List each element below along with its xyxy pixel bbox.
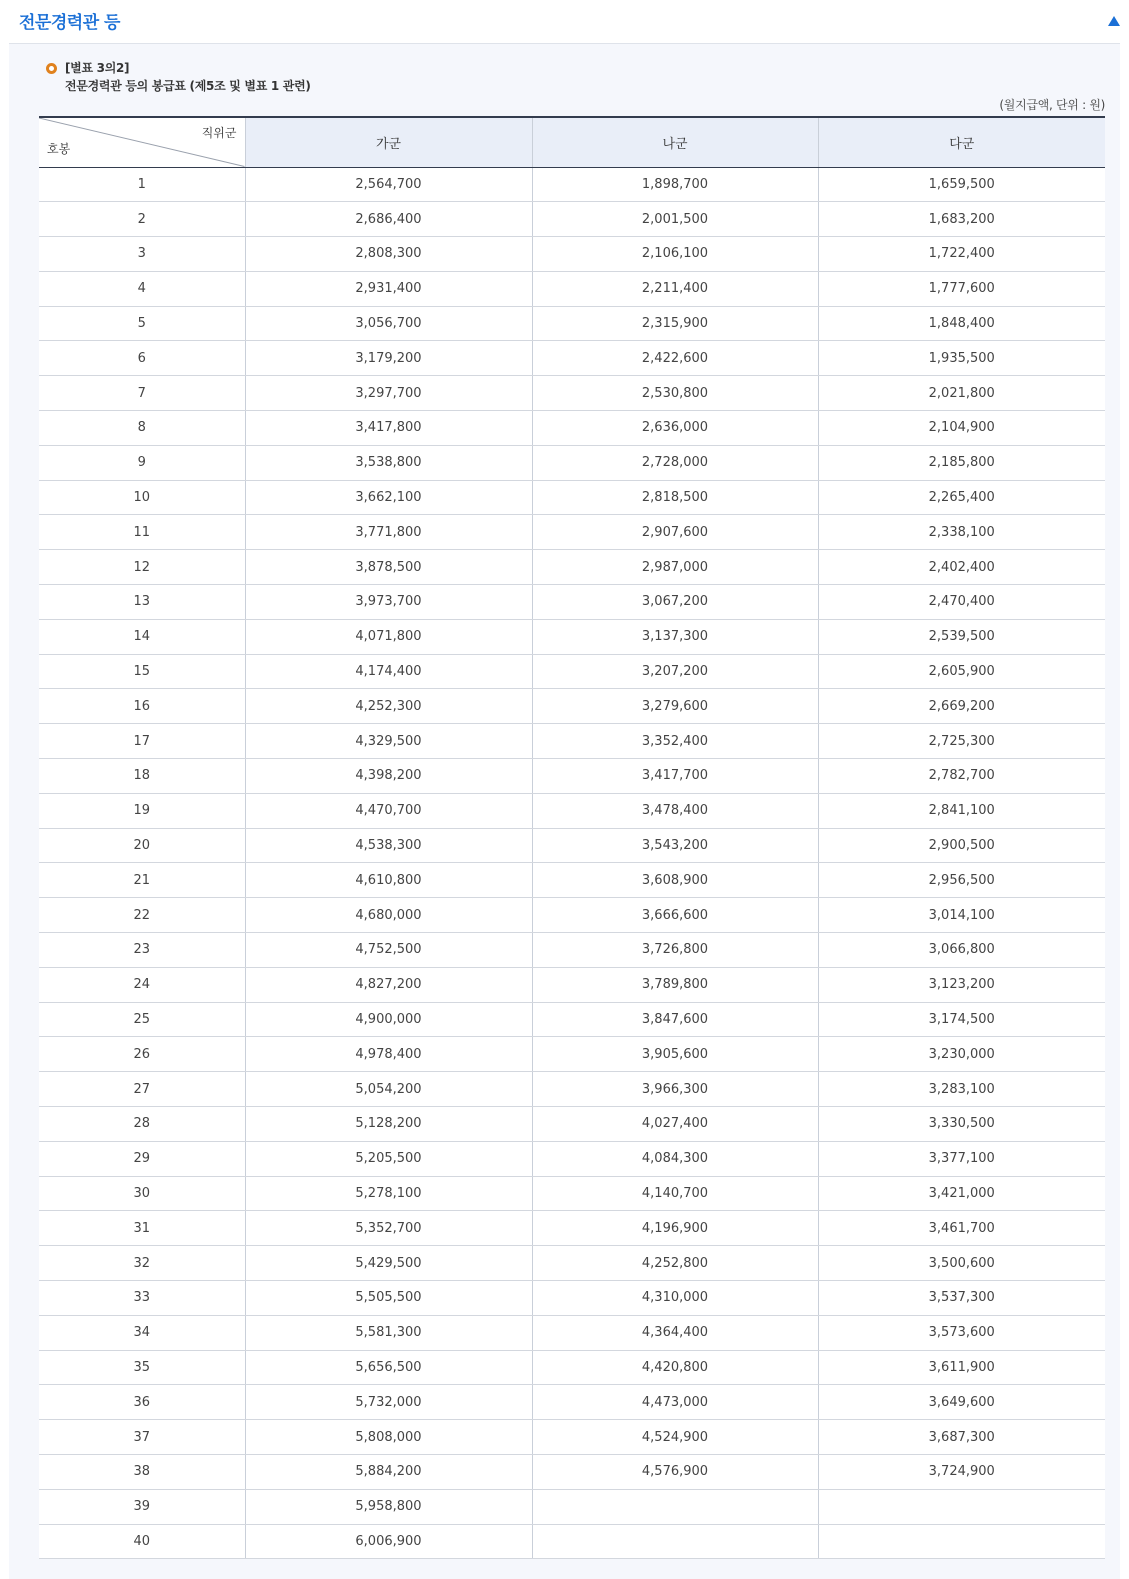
table-row bbox=[39, 967, 1105, 1002]
table-row bbox=[39, 480, 1105, 515]
salary-cell: 4,140,700 bbox=[532, 1176, 818, 1211]
salary-cell: 3,297,700 bbox=[245, 376, 532, 411]
salary-cell: 4,196,900 bbox=[532, 1211, 818, 1246]
salary-cell: 5,054,200 bbox=[245, 1072, 532, 1107]
table-row bbox=[39, 1315, 1105, 1350]
step-cell: 28 bbox=[39, 1107, 245, 1142]
salary-cell: 2,782,700 bbox=[818, 759, 1105, 794]
step-cell: 20 bbox=[39, 828, 245, 863]
salary-cell: 2,636,000 bbox=[532, 411, 818, 446]
salary-cell: 3,724,900 bbox=[818, 1454, 1105, 1489]
salary-cell: 3,905,600 bbox=[532, 1037, 818, 1072]
table-row bbox=[39, 689, 1105, 724]
salary-cell: 3,662,100 bbox=[245, 480, 532, 515]
table-row bbox=[39, 1454, 1105, 1489]
salary-cell: 2,808,300 bbox=[245, 237, 532, 272]
salary-cell: 3,352,400 bbox=[532, 724, 818, 759]
salary-cell: 2,470,400 bbox=[818, 585, 1105, 620]
salary-cell: 3,847,600 bbox=[532, 1002, 818, 1037]
salary-cell: 2,530,800 bbox=[532, 376, 818, 411]
step-cell: 5 bbox=[39, 306, 245, 341]
salary-cell: 4,470,700 bbox=[245, 793, 532, 828]
salary-cell: 3,377,100 bbox=[818, 1141, 1105, 1176]
step-cell: 32 bbox=[39, 1246, 245, 1281]
table-row bbox=[39, 341, 1105, 376]
salary-cell: 3,014,100 bbox=[818, 898, 1105, 933]
salary-cell: 6,006,900 bbox=[245, 1524, 532, 1559]
salary-cell: 2,686,400 bbox=[245, 202, 532, 237]
salary-cell: 3,573,600 bbox=[818, 1315, 1105, 1350]
salary-cell: 3,789,800 bbox=[532, 967, 818, 1002]
salary-cell: 5,505,500 bbox=[245, 1281, 532, 1316]
corner-bottom-label: 호봉 bbox=[47, 141, 71, 156]
salary-cell: 4,827,200 bbox=[245, 967, 532, 1002]
salary-cell: 5,581,300 bbox=[245, 1315, 532, 1350]
salary-cell: 2,605,900 bbox=[818, 654, 1105, 689]
salary-cell: 4,027,400 bbox=[532, 1107, 818, 1142]
salary-cell: 4,252,800 bbox=[532, 1246, 818, 1281]
table-row bbox=[39, 271, 1105, 306]
step-cell: 9 bbox=[39, 445, 245, 480]
step-cell: 14 bbox=[39, 619, 245, 654]
table-row bbox=[39, 759, 1105, 794]
salary-cell: 2,669,200 bbox=[818, 689, 1105, 724]
step-cell: 8 bbox=[39, 411, 245, 446]
section-title[interactable]: 전문경력관 등 bbox=[19, 13, 120, 33]
salary-cell: 3,478,400 bbox=[532, 793, 818, 828]
salary-cell: 1,898,700 bbox=[532, 167, 818, 202]
salary-cell: 2,211,400 bbox=[532, 271, 818, 306]
column-header: 가군 bbox=[245, 117, 532, 167]
salary-cell: 2,106,100 bbox=[532, 237, 818, 272]
step-cell: 21 bbox=[39, 863, 245, 898]
salary-cell: 5,884,200 bbox=[245, 1454, 532, 1489]
table-row bbox=[39, 1489, 1105, 1524]
salary-cell: 4,252,300 bbox=[245, 689, 532, 724]
step-cell: 12 bbox=[39, 550, 245, 585]
table-row bbox=[39, 828, 1105, 863]
salary-section bbox=[9, 0, 1120, 1579]
salary-cell: 3,421,000 bbox=[818, 1176, 1105, 1211]
table-row bbox=[39, 1246, 1105, 1281]
salary-cell: 2,001,500 bbox=[532, 202, 818, 237]
corner-header-cell bbox=[39, 117, 245, 167]
salary-cell: 3,543,200 bbox=[532, 828, 818, 863]
table-row bbox=[39, 1420, 1105, 1455]
salary-cell: 4,473,000 bbox=[532, 1385, 818, 1420]
salary-cell: 4,084,300 bbox=[532, 1141, 818, 1176]
salary-cell: 3,771,800 bbox=[245, 515, 532, 550]
column-header: 다군 bbox=[818, 117, 1105, 167]
salary-cell: 5,352,700 bbox=[245, 1211, 532, 1246]
salary-cell: 2,422,600 bbox=[532, 341, 818, 376]
table-row bbox=[39, 898, 1105, 933]
salary-cell: 3,608,900 bbox=[532, 863, 818, 898]
salary-cell: 5,656,500 bbox=[245, 1350, 532, 1385]
salary-cell: 4,398,200 bbox=[245, 759, 532, 794]
salary-cell: 4,978,400 bbox=[245, 1037, 532, 1072]
salary-cell: 3,179,200 bbox=[245, 341, 532, 376]
salary-cell: 4,752,500 bbox=[245, 933, 532, 968]
step-cell: 3 bbox=[39, 237, 245, 272]
salary-cell: 4,364,400 bbox=[532, 1315, 818, 1350]
salary-cell: 3,123,200 bbox=[818, 967, 1105, 1002]
step-cell: 25 bbox=[39, 1002, 245, 1037]
step-cell: 26 bbox=[39, 1037, 245, 1072]
salary-table bbox=[39, 116, 1105, 1559]
step-cell: 6 bbox=[39, 341, 245, 376]
step-cell: 22 bbox=[39, 898, 245, 933]
table-row bbox=[39, 445, 1105, 480]
salary-cell: 3,537,300 bbox=[818, 1281, 1105, 1316]
salary-cell: 4,310,000 bbox=[532, 1281, 818, 1316]
salary-cell: 3,649,600 bbox=[818, 1385, 1105, 1420]
table-row bbox=[39, 933, 1105, 968]
salary-cell: 2,564,700 bbox=[245, 167, 532, 202]
section-header[interactable] bbox=[9, 0, 1120, 44]
table-row bbox=[39, 585, 1105, 620]
table-row bbox=[39, 1281, 1105, 1316]
step-cell: 40 bbox=[39, 1524, 245, 1559]
step-cell: 34 bbox=[39, 1315, 245, 1350]
salary-cell: 5,205,500 bbox=[245, 1141, 532, 1176]
salary-cell: 3,330,500 bbox=[818, 1107, 1105, 1142]
salary-cell: 3,973,700 bbox=[245, 585, 532, 620]
salary-cell: 2,021,800 bbox=[818, 376, 1105, 411]
table-row bbox=[39, 411, 1105, 446]
salary-cell: 2,265,400 bbox=[818, 480, 1105, 515]
table-row bbox=[39, 793, 1105, 828]
step-cell: 27 bbox=[39, 1072, 245, 1107]
step-cell: 7 bbox=[39, 376, 245, 411]
table-row bbox=[39, 1037, 1105, 1072]
salary-cell: 3,461,700 bbox=[818, 1211, 1105, 1246]
table-row bbox=[39, 1211, 1105, 1246]
salary-cell: 3,417,700 bbox=[532, 759, 818, 794]
table-row bbox=[39, 724, 1105, 759]
table-row bbox=[39, 1141, 1105, 1176]
unit-note: (월지급액, 단위 : 원) bbox=[999, 98, 1105, 112]
salary-cell: 4,071,800 bbox=[245, 619, 532, 654]
step-cell: 24 bbox=[39, 967, 245, 1002]
salary-cell: 1,683,200 bbox=[818, 202, 1105, 237]
salary-cell: 3,726,800 bbox=[532, 933, 818, 968]
table-row bbox=[39, 376, 1105, 411]
salary-cell: 4,680,000 bbox=[245, 898, 532, 933]
step-cell: 39 bbox=[39, 1489, 245, 1524]
step-cell: 33 bbox=[39, 1281, 245, 1316]
step-cell: 15 bbox=[39, 654, 245, 689]
caret-up-icon[interactable] bbox=[1108, 16, 1120, 26]
salary-cell: 5,128,200 bbox=[245, 1107, 532, 1142]
salary-cell bbox=[532, 1489, 818, 1524]
salary-cell: 2,338,100 bbox=[818, 515, 1105, 550]
salary-cell: 1,659,500 bbox=[818, 167, 1105, 202]
table-row bbox=[39, 863, 1105, 898]
annex-header bbox=[39, 58, 1105, 76]
step-cell: 1 bbox=[39, 167, 245, 202]
table-row bbox=[39, 1072, 1105, 1107]
salary-cell: 3,538,800 bbox=[245, 445, 532, 480]
salary-cell: 2,900,500 bbox=[818, 828, 1105, 863]
step-cell: 4 bbox=[39, 271, 245, 306]
salary-cell: 2,725,300 bbox=[818, 724, 1105, 759]
step-cell: 2 bbox=[39, 202, 245, 237]
table-row bbox=[39, 1107, 1105, 1142]
annex-label: [별표 3의2] bbox=[65, 61, 130, 75]
step-cell: 16 bbox=[39, 689, 245, 724]
step-cell: 29 bbox=[39, 1141, 245, 1176]
table-row bbox=[39, 202, 1105, 237]
table-row bbox=[39, 306, 1105, 341]
salary-cell: 3,207,200 bbox=[532, 654, 818, 689]
circle-bullet-icon bbox=[46, 63, 57, 74]
salary-cell: 2,104,900 bbox=[818, 411, 1105, 446]
salary-cell: 2,907,600 bbox=[532, 515, 818, 550]
salary-cell: 5,958,800 bbox=[245, 1489, 532, 1524]
step-cell: 35 bbox=[39, 1350, 245, 1385]
salary-cell: 4,174,400 bbox=[245, 654, 532, 689]
table-body bbox=[39, 167, 1105, 1559]
salary-cell: 3,067,200 bbox=[532, 585, 818, 620]
table-row bbox=[39, 1350, 1105, 1385]
table-row bbox=[39, 237, 1105, 272]
step-cell: 38 bbox=[39, 1454, 245, 1489]
salary-cell: 2,956,500 bbox=[818, 863, 1105, 898]
salary-cell: 3,611,900 bbox=[818, 1350, 1105, 1385]
salary-cell: 4,900,000 bbox=[245, 1002, 532, 1037]
table-row bbox=[39, 619, 1105, 654]
step-cell: 17 bbox=[39, 724, 245, 759]
table-row bbox=[39, 550, 1105, 585]
salary-cell: 3,500,600 bbox=[818, 1246, 1105, 1281]
step-cell: 18 bbox=[39, 759, 245, 794]
section-content bbox=[39, 58, 1105, 1549]
salary-cell bbox=[532, 1524, 818, 1559]
salary-cell: 1,848,400 bbox=[818, 306, 1105, 341]
salary-cell: 3,056,700 bbox=[245, 306, 532, 341]
salary-cell: 3,174,500 bbox=[818, 1002, 1105, 1037]
salary-cell: 5,808,000 bbox=[245, 1420, 532, 1455]
table-row bbox=[39, 515, 1105, 550]
salary-cell: 3,687,300 bbox=[818, 1420, 1105, 1455]
salary-cell: 3,230,000 bbox=[818, 1037, 1105, 1072]
salary-cell: 1,935,500 bbox=[818, 341, 1105, 376]
salary-cell: 2,841,100 bbox=[818, 793, 1105, 828]
salary-cell: 1,722,400 bbox=[818, 237, 1105, 272]
step-cell: 36 bbox=[39, 1385, 245, 1420]
table-row bbox=[39, 1176, 1105, 1211]
table-row bbox=[39, 1385, 1105, 1420]
salary-cell: 3,283,100 bbox=[818, 1072, 1105, 1107]
salary-cell: 4,610,800 bbox=[245, 863, 532, 898]
salary-cell bbox=[818, 1489, 1105, 1524]
salary-cell: 3,966,300 bbox=[532, 1072, 818, 1107]
salary-cell: 5,732,000 bbox=[245, 1385, 532, 1420]
corner-top-label: 직위군 bbox=[201, 126, 237, 140]
salary-cell bbox=[818, 1524, 1105, 1559]
salary-cell: 2,728,000 bbox=[532, 445, 818, 480]
salary-cell: 2,987,000 bbox=[532, 550, 818, 585]
salary-cell: 2,185,800 bbox=[818, 445, 1105, 480]
salary-cell: 3,279,600 bbox=[532, 689, 818, 724]
step-cell: 10 bbox=[39, 480, 245, 515]
salary-cell: 5,429,500 bbox=[245, 1246, 532, 1281]
step-cell: 13 bbox=[39, 585, 245, 620]
table-header-row bbox=[39, 117, 1105, 167]
salary-cell: 4,329,500 bbox=[245, 724, 532, 759]
salary-cell: 2,931,400 bbox=[245, 271, 532, 306]
salary-cell: 3,417,800 bbox=[245, 411, 532, 446]
step-cell: 30 bbox=[39, 1176, 245, 1211]
step-cell: 37 bbox=[39, 1420, 245, 1455]
salary-cell: 4,538,300 bbox=[245, 828, 532, 863]
salary-cell: 2,315,900 bbox=[532, 306, 818, 341]
table-row bbox=[39, 1524, 1105, 1559]
salary-cell: 3,878,500 bbox=[245, 550, 532, 585]
step-cell: 19 bbox=[39, 793, 245, 828]
salary-cell: 4,420,800 bbox=[532, 1350, 818, 1385]
step-cell: 31 bbox=[39, 1211, 245, 1246]
table-row bbox=[39, 167, 1105, 202]
annex-subtitle: 전문경력관 등의 봉급표 (제5조 및 별표 1 관련) bbox=[65, 79, 311, 93]
salary-cell: 2,818,500 bbox=[532, 480, 818, 515]
table-row bbox=[39, 654, 1105, 689]
salary-cell: 2,402,400 bbox=[818, 550, 1105, 585]
salary-cell: 3,066,800 bbox=[818, 933, 1105, 968]
salary-cell: 3,137,300 bbox=[532, 619, 818, 654]
salary-cell: 5,278,100 bbox=[245, 1176, 532, 1211]
column-header: 나군 bbox=[532, 117, 818, 167]
step-cell: 11 bbox=[39, 515, 245, 550]
salary-cell: 1,777,600 bbox=[818, 271, 1105, 306]
salary-cell: 4,524,900 bbox=[532, 1420, 818, 1455]
salary-cell: 2,539,500 bbox=[818, 619, 1105, 654]
salary-cell: 4,576,900 bbox=[532, 1454, 818, 1489]
step-cell: 23 bbox=[39, 933, 245, 968]
table-row bbox=[39, 1002, 1105, 1037]
salary-cell: 3,666,600 bbox=[532, 898, 818, 933]
